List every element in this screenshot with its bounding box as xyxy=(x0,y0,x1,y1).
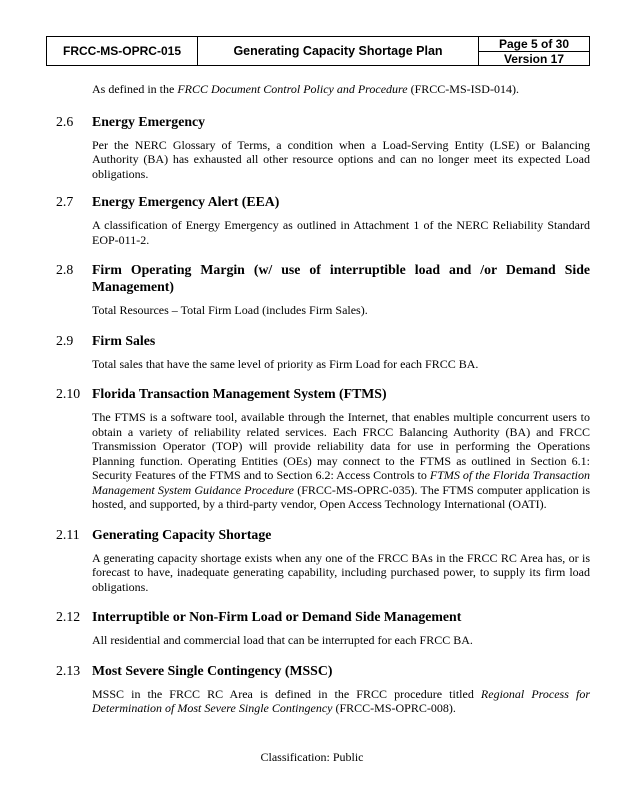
section-heading xyxy=(56,261,590,295)
page-version-cell xyxy=(479,37,589,65)
classification-footer: Classification: Public xyxy=(260,750,364,764)
section-title: Florida Transaction Management System (FTMS) xyxy=(92,386,387,401)
section-body: A generating capacity shortage exists when any one of the FRCC BAs in the FRCC RC Area has, or is forecast to have, inadequate generating capability, including purchased power, to supply its firm load obligations. xyxy=(92,550,590,594)
section-body: Total Resources – Total Firm Load (includes Firm Sales). xyxy=(92,303,368,317)
section-title: Energy Emergency xyxy=(92,113,206,129)
section-body: The FTMS is a software tool, available through the Internet, that enables multiple concurrent users to obtain a variety of reliability related services. Each FRCC Balancing Authority (BA) and FRCC Transmission Operator (TOP) will provide reliability data for use in performing the Operations Planning function. Operating Entities (OEs) may connect to the FTMS as outlined in Section 6.1: Security Features of the FTMS and to Section 6.2: Access Controls to FTMS of the Florida Transaction Management System Guidance Procedure (FRCC-MS-OPRC-035). The FTMS computer application is hosted, and supported, by a third-party vendor, Open Access Technology International (OATI). xyxy=(92,410,590,511)
section-heading xyxy=(56,113,590,130)
section-title: Energy Emergency Alert (EEA) xyxy=(92,194,280,209)
document-body xyxy=(56,78,590,716)
intro-paragraph: As defined in the FRCC Document Control Policy and Procedure (FRCC-MS-ISD-014). xyxy=(92,82,519,96)
section-body: A classification of Energy Emergency as outlined in Attachment 1 of the NERC Reliability Standard EOP-011-2. xyxy=(92,218,590,247)
section-body: Total sales that have the same level of priority as Firm Load for each FRCC BA. xyxy=(92,356,479,371)
section-number: 2.6 xyxy=(56,113,74,129)
section-body: MSSC in the FRCC RC Area is defined in the FRCC procedure titled Regional Process for Determination of Most Severe Single Contingency (FRCC-MS-OPRC-008). xyxy=(92,686,590,715)
section-heading xyxy=(56,193,590,210)
section-number: 2.8 xyxy=(56,262,74,277)
section-title: Interruptible or Non-Firm Load or Demand Side Management xyxy=(92,609,462,624)
doc-title: Generating Capacity Shortage Plan xyxy=(198,37,479,65)
section-heading xyxy=(56,385,590,402)
section-body: Per the NERC Glossary of Terms, a condition when a Load-Serving Entity (LSE) or Balancing Authority (BA) has exhausted all other resource options and can no longer meet its expected Load obligations. xyxy=(92,137,590,181)
section-number: 2.10 xyxy=(56,386,81,401)
section-title: Firm Operating Margin (w/ use of interruptible load and /or Demand Side Management) xyxy=(92,262,590,294)
section-number: 2.9 xyxy=(56,332,74,348)
page-number: Page 5 of 30 xyxy=(479,37,589,52)
doc-id: FRCC-MS-OPRC-015 xyxy=(47,37,198,65)
section-heading xyxy=(56,332,590,349)
section-heading xyxy=(56,526,590,543)
version: Version 17 xyxy=(503,52,565,66)
section-number: 2.12 xyxy=(56,609,81,624)
section-number: 2.13 xyxy=(56,662,81,678)
section-number: 2.7 xyxy=(56,194,74,209)
section-title: Generating Capacity Shortage xyxy=(92,526,272,542)
section-body: All residential and commercial load that can be interrupted for each FRCC BA. xyxy=(92,633,473,647)
document-header xyxy=(46,36,590,66)
section-number: 2.11 xyxy=(56,526,80,542)
section-title: Firm Sales xyxy=(92,332,156,348)
section-heading xyxy=(56,608,590,625)
section-heading xyxy=(56,662,590,679)
section-title: Most Severe Single Contingency (MSSC) xyxy=(92,662,333,678)
